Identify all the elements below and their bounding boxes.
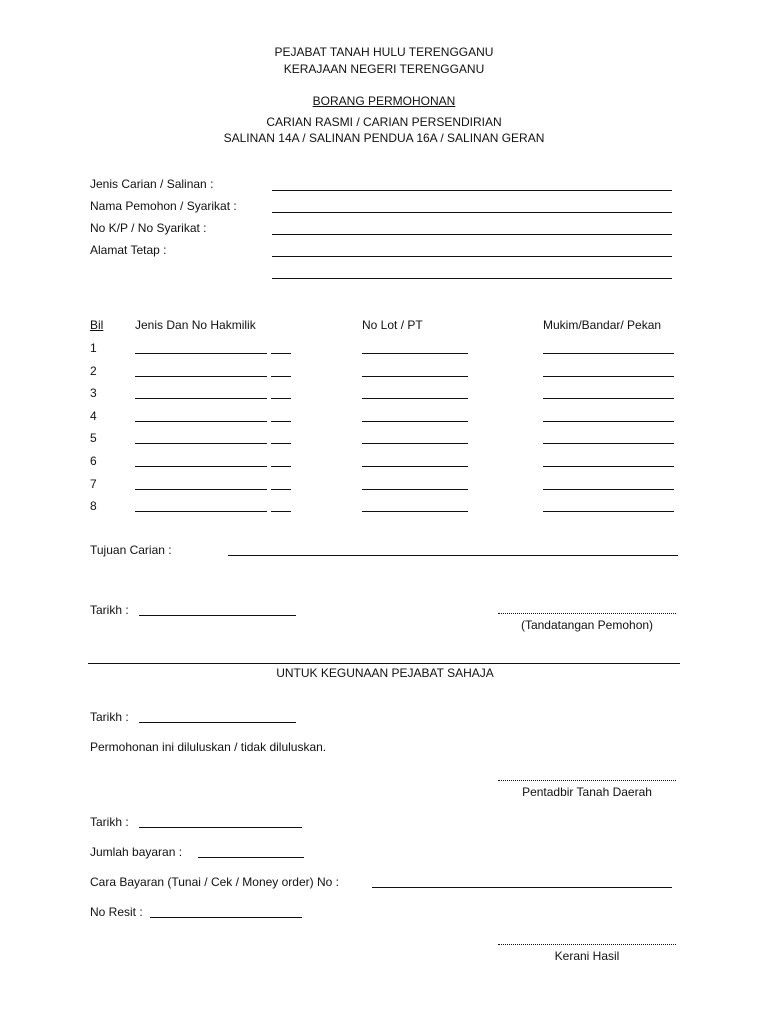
title-number-field[interactable] [271, 511, 291, 512]
office-use-heading: UNTUK KEGUNAAN PEJABAT SAHAJA [276, 666, 494, 680]
amount-field[interactable] [198, 857, 304, 858]
title-type-field[interactable] [135, 398, 267, 399]
row-number: 2 [90, 363, 97, 378]
mukim-field[interactable] [543, 398, 674, 399]
admin-signature-line[interactable] [498, 780, 676, 781]
title-number-field[interactable] [271, 466, 291, 467]
ic-number-field[interactable] [272, 234, 672, 235]
applicant-signature-label: (Tandatangan Pemohon) [520, 618, 654, 632]
office-name: PEJABAT TANAH HULU TERENGGANU [274, 45, 494, 59]
row-number: 8 [90, 499, 97, 514]
address-field-line-1[interactable] [272, 256, 672, 257]
header-title-type: Jenis Dan No Hakmilik [135, 318, 256, 332]
applicant-name-field[interactable] [272, 212, 672, 213]
title-number-field[interactable] [271, 398, 291, 399]
lot-no-field[interactable] [362, 466, 468, 467]
lot-no-field[interactable] [362, 443, 468, 444]
payment-method-field[interactable] [372, 887, 672, 888]
title-type-field[interactable] [135, 353, 267, 354]
title-number-field[interactable] [271, 421, 291, 422]
title-number-field[interactable] [271, 353, 291, 354]
header-mukim: Mukim/Bandar/ Pekan [543, 318, 662, 332]
form-title: BORANG PERMOHONAN [312, 94, 456, 108]
approval-statement: Permohonan ini diluluskan / tidak diluluskan. [90, 740, 327, 754]
payment-date-label: Tarikh : [90, 815, 129, 829]
section-divider [88, 663, 680, 664]
search-type-label: Jenis Carian / Salinan : [90, 177, 214, 191]
form-subtitle-2: SALINAN 14A / SALINAN PENDUA 16A / SALINAN GERAN [223, 131, 545, 145]
office-date-label: Tarikh : [90, 710, 129, 724]
amount-label: Jumlah bayaran : [90, 845, 183, 859]
title-type-field[interactable] [135, 421, 267, 422]
receipt-label: No Resit : [90, 905, 143, 919]
state-government: KERAJAAN NEGERI TERENGGANU [283, 62, 485, 76]
title-type-field[interactable] [135, 443, 267, 444]
mukim-field[interactable] [543, 489, 674, 490]
mukim-field[interactable] [543, 511, 674, 512]
search-type-field[interactable] [272, 190, 672, 191]
row-number: 6 [90, 454, 97, 468]
title-number-field[interactable] [271, 376, 291, 377]
ic-number-label: No K/P / No Syarikat : [90, 221, 207, 235]
purpose-field[interactable] [228, 555, 678, 556]
title-number-field[interactable] [271, 443, 291, 444]
mukim-field[interactable] [543, 353, 674, 354]
row-number: 4 [90, 408, 97, 423]
row-number: 1 [90, 341, 97, 355]
lot-no-field[interactable] [362, 511, 468, 512]
form-subtitle-1: CARIAN RASMI / CARIAN PERSENDIRIAN [266, 115, 502, 129]
lot-no-field[interactable] [362, 421, 468, 422]
clerk-signature-label: Kerani Hasil [554, 949, 620, 963]
address-label: Alamat Tetap : [90, 243, 167, 257]
title-type-field[interactable] [135, 489, 267, 490]
header-bil: Bil [90, 318, 104, 332]
address-field-line-2[interactable] [272, 278, 672, 279]
header-lot-no: No Lot / PT [362, 318, 423, 332]
purpose-label: Tujuan Carian : [90, 543, 172, 557]
admin-signature-label: Pentadbir Tanah Daerah [522, 785, 652, 799]
row-number: 5 [90, 431, 97, 446]
mukim-field[interactable] [543, 466, 674, 467]
applicant-date-label: Tarikh : [90, 603, 129, 617]
title-type-field[interactable] [135, 376, 267, 377]
lot-no-field[interactable] [362, 489, 468, 490]
clerk-signature-line[interactable] [498, 944, 676, 945]
mukim-field[interactable] [543, 376, 674, 377]
mukim-field[interactable] [543, 421, 674, 422]
title-type-field[interactable] [135, 466, 267, 467]
payment-date-field[interactable] [139, 827, 302, 828]
applicant-date-field[interactable] [139, 615, 296, 616]
lot-no-field[interactable] [362, 398, 468, 399]
row-number: 3 [90, 386, 97, 401]
applicant-signature-line[interactable] [498, 613, 676, 614]
row-number: 7 [90, 476, 97, 491]
receipt-field[interactable] [150, 917, 302, 918]
mukim-field[interactable] [543, 443, 674, 444]
applicant-name-label: Nama Pemohon / Syarikat : [90, 199, 237, 213]
lot-no-field[interactable] [362, 353, 468, 354]
lot-no-field[interactable] [362, 376, 468, 377]
title-type-field[interactable] [135, 511, 267, 512]
title-number-field[interactable] [271, 489, 291, 490]
payment-method-label: Cara Bayaran (Tunai / Cek / Money order) No : [90, 875, 339, 889]
office-date-field[interactable] [139, 722, 296, 723]
